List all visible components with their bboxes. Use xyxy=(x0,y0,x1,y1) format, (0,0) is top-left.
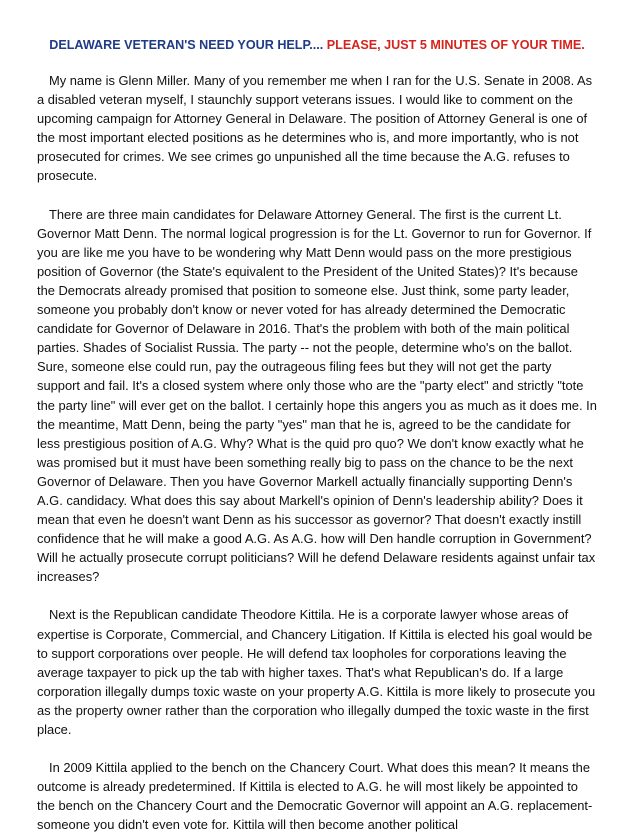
paragraph-chancery: In 2009 Kittila applied to the bench on the Chancery Court. What does this mean? It means the outcome is already predetermined. If Kittila is elected to A.G. he will most likely be appointed to the bench on the Chancery Court and the Democratic Governor will appoint an A.G. replacement-someone you didn't even vote for. Kittila will then become another political xyxy=(37,760,593,833)
heading-request: PLEASE, JUST 5 MINUTES OF YOUR TIME. xyxy=(326,38,585,52)
paragraph-candidates: There are three main candidates for Delaware Attorney General. The first is the current Lt. Governor Matt Denn. The normal logical progression is for the Lt. Governor to run for Governor. If you are like me you have to be wondering why Matt Denn would pass on the more prestigious position of Governor (the State's equivalent to the President of the United States)? It's because the Democrats already promised that position to someone else. Just think, some party leader, someone you probably don't know or never voted for has already determined the Democratic candidate for Governor of Delaware in 2016. That's the problem with both of the main political parties. Shades of Socialist Russia. The party -- not the people, determine who's on the ballot. Sure, someone else could run, pay the outrageous filing fees but they will not get the party support and fail. It's a closed system where only those who are the "party elect" and strictly "tote the party line" will ever get on the ballot. I certainly hope this angers you as much as it does me. In the meantime, Matt Denn, being the party "yes" man that he is, agreed to be the candidate for less prestigious position of A.G. Why? What is the quid pro quo? We don't know exactly what he was promised but it must have been something really big to pass on the chance to be the next Governor of Delaware. Then you have Governor Markell actually financially supporting Denn's A.G. candidacy. What does this say about Markell's opinion of Denn's leadership ability? Does it mean that even he doesn't want Denn as his successor as governor? That doesn't exactly instill confidence that he will make a good A.G. As A.G. how will Den handle corruption in Government? Will he actually prosecute corrupt politicians? Will he defend Delaware residents against unfair tax increases? xyxy=(37,206,597,585)
paragraph-republican: Next is the Republican candidate Theodore Kittila. He is a corporate lawyer whose areas of expertise is Corporate, Commercial, and Chancery Litigation. If Kittila is elected his goal would be to support corporations over people. He will defend tax loopholes for corporations leaving the average taxpayer to pick up the tab with higher taxes. That's what Republican's do. If a large corporation illegally dumps toxic waste on your property A.G. Kittila is more likely to prosecute you as the property owner rather than the corporation who illegally dumped the toxic waste in the first place. xyxy=(37,607,596,737)
paragraph-intro: My name is Glenn Miller. Many of you remember me when I ran for the U.S. Senate in 2008. As a disabled veteran myself, I staunchly support veterans issues. I would like to comment on the upcoming campaign for Attorney General in Delaware. The position of Attorney General is one of the most important elected positions as he determines who is, and more importantly, who is not prosecuted for crimes. We see crimes go unpunished all the time because the A.G. refuses to prosecute. xyxy=(37,73,593,184)
page-heading xyxy=(37,37,597,53)
heading-plea: DELAWARE VETERAN'S NEED YOUR HELP.... xyxy=(49,38,324,52)
